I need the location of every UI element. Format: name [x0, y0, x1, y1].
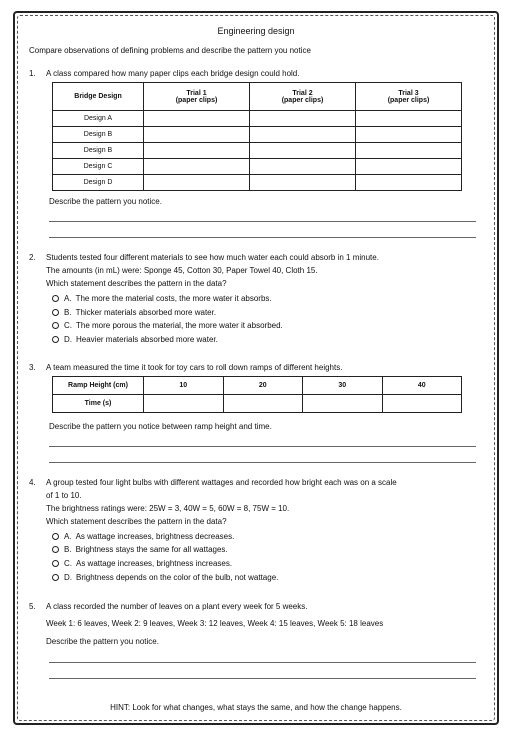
option-letter: D.: [64, 573, 72, 582]
answer-cell[interactable]: [144, 395, 224, 413]
answer-cell[interactable]: [144, 111, 250, 127]
answer-cell[interactable]: [144, 175, 250, 191]
table-cell: Design B: [53, 143, 144, 159]
radio-circle[interactable]: [52, 533, 59, 540]
answer-prompt: Describe the pattern you notice between ramp height and time.: [49, 422, 272, 431]
option-a[interactable]: [52, 294, 272, 303]
question-5: [29, 600, 308, 613]
option-letter: B.: [64, 308, 72, 317]
option-text: As wattage increases, brightness decreases.: [75, 532, 235, 541]
answer-line[interactable]: [49, 221, 476, 222]
question-1: [29, 67, 300, 80]
option-text: As wattage increases, brightness increases.: [76, 559, 233, 568]
answer-cell[interactable]: [356, 159, 462, 175]
option-c[interactable]: [52, 559, 232, 568]
answer-cell[interactable]: [382, 395, 462, 413]
option-b[interactable]: [52, 308, 216, 317]
question-4: [29, 476, 397, 526]
ramp-table: [52, 376, 462, 413]
question-line: A group tested four light bulbs with different wattages and recorded how bright each was on a scale: [46, 478, 397, 487]
answer-cell[interactable]: [250, 127, 356, 143]
table-header: Time (s): [53, 395, 144, 413]
answer-cell[interactable]: [250, 175, 356, 191]
table-cell: Design A: [53, 111, 144, 127]
answer-cell[interactable]: [144, 159, 250, 175]
table-header: Trial 2 (paper clips): [250, 83, 356, 111]
answer-cell[interactable]: [356, 175, 462, 191]
question-text: [46, 476, 486, 528]
question-text: A class recorded the number of leaves on a plant every week for 5 weeks.: [46, 602, 308, 611]
question-line: of 1 to 10.: [46, 491, 82, 500]
question-3: [29, 361, 343, 374]
answer-cell[interactable]: [250, 143, 356, 159]
option-text: Heavier materials absorbed more water.: [76, 335, 218, 344]
answer-cell[interactable]: [144, 127, 250, 143]
question-number: 5.: [29, 602, 36, 611]
question-text: [46, 251, 486, 290]
table-cell: Design C: [53, 159, 144, 175]
question-text: A team measured the time it took for toy cars to roll down ramps of different heights.: [46, 363, 343, 372]
question-2: [29, 251, 379, 288]
option-text: Brightness depends on the color of the bulb, not wattage.: [76, 573, 279, 582]
question-line: Which statement describes the pattern in the data?: [46, 279, 227, 288]
table-header: 20: [223, 377, 303, 395]
table-header: Trial 3 (paper clips): [356, 83, 462, 111]
question-line: The amounts (in mL) were: Sponge 45, Cotton 30, Paper Towel 40, Cloth 15.: [46, 266, 318, 275]
answer-line[interactable]: [49, 678, 476, 679]
table-header: 10: [144, 377, 224, 395]
radio-circle[interactable]: [52, 560, 59, 567]
option-letter: B.: [64, 545, 72, 554]
answer-prompt: Describe the pattern you notice.: [49, 197, 162, 206]
table-header: Trial 1 (paper clips): [144, 83, 250, 111]
option-c[interactable]: [52, 321, 283, 330]
table-header: 40: [382, 377, 462, 395]
radio-circle[interactable]: [52, 336, 59, 343]
radio-circle[interactable]: [52, 309, 59, 316]
answer-prompt: Describe the pattern you notice.: [46, 637, 159, 646]
question-text: A class compared how many paper clips each bridge design could hold.: [46, 69, 300, 78]
hint-text: HINT: Look for what changes, what stays the same, and how the change happens.: [110, 703, 402, 712]
table-header: 30: [303, 377, 383, 395]
option-a[interactable]: [52, 532, 234, 541]
bridge-table: [52, 82, 462, 191]
question-number: 3.: [29, 363, 36, 372]
question-line: Which statement describes the pattern in the data?: [46, 517, 227, 526]
table-cell: Design B: [53, 127, 144, 143]
table-header: Ramp Height (cm): [53, 377, 144, 395]
question-number: 2.: [29, 253, 36, 262]
answer-cell[interactable]: [223, 395, 303, 413]
answer-cell[interactable]: [250, 111, 356, 127]
question-line: Students tested four different materials to see how much water each could absorb in 1 minute.: [46, 253, 379, 262]
option-letter: A.: [64, 294, 72, 303]
instructions: Compare observations of defining problems and describe the pattern you notice: [29, 46, 311, 55]
answer-cell[interactable]: [356, 127, 462, 143]
option-letter: C.: [64, 559, 72, 568]
question-number: 1.: [29, 69, 36, 78]
answer-cell[interactable]: [356, 111, 462, 127]
data-statement: Week 1: 6 leaves, Week 2: 9 leaves, Week 3: 12 leaves, Week 4: 15 leaves, Week 5: 18 leaves: [46, 619, 384, 628]
radio-circle[interactable]: [52, 574, 59, 581]
page-title: Engineering design: [217, 26, 295, 36]
option-letter: D.: [64, 335, 72, 344]
answer-cell[interactable]: [356, 143, 462, 159]
radio-circle[interactable]: [52, 546, 59, 553]
radio-circle[interactable]: [52, 322, 59, 329]
radio-circle[interactable]: [52, 295, 59, 302]
answer-line[interactable]: [49, 662, 476, 663]
question-number: 4.: [29, 478, 36, 487]
option-d[interactable]: [52, 573, 278, 582]
option-text: Thicker materials absorbed more water.: [75, 308, 217, 317]
answer-cell[interactable]: [250, 159, 356, 175]
answer-cell[interactable]: [303, 395, 383, 413]
answer-line[interactable]: [49, 237, 476, 238]
option-text: The more porous the material, the more water it absorbed.: [76, 321, 283, 330]
question-line: The brightness ratings were: 25W = 3, 40W = 5, 60W = 8, 75W = 10.: [46, 504, 290, 513]
answer-line[interactable]: [49, 462, 476, 463]
option-b[interactable]: [52, 545, 228, 554]
answer-cell[interactable]: [144, 143, 250, 159]
answer-line[interactable]: [49, 446, 476, 447]
option-text: The more the material costs, the more water it absorbs.: [75, 294, 272, 303]
table-cell: Design D: [53, 175, 144, 191]
option-letter: C.: [64, 321, 72, 330]
option-letter: A.: [64, 532, 72, 541]
option-d[interactable]: [52, 335, 218, 344]
option-text: Brightness stays the same for all wattages.: [75, 545, 228, 554]
table-header: Bridge Design: [53, 83, 144, 111]
